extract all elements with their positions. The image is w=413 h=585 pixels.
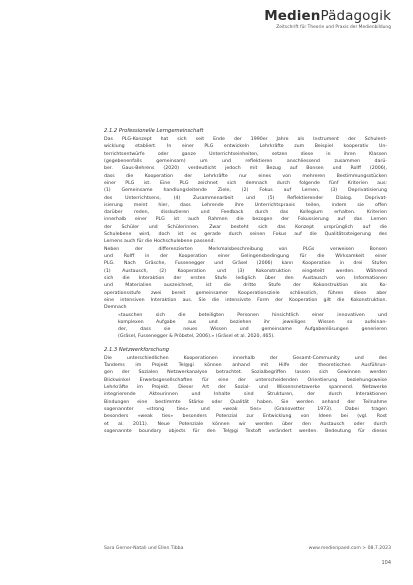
text-line: Neben der differenzierten Merkmalsbeschreibung von PLGs verweisen Bonsen (104, 246, 387, 252)
text-line: des Unterrichtsens, (4) Zusammenarbeit und (5) Reflektierender Dialog. Deprivat- (104, 195, 387, 201)
text-line: (1) Gemeinsame handlungsleitende Ziele, (2) Fokus auf Lernen, (3) Deprivatisierung (104, 188, 387, 194)
section-heading-1: 2.1.2 Professionelle Lerngemeinschaft (104, 128, 204, 134)
text-line: Schulebene wird, doch ist es gerade durch seinen Fokus auf die Qualitätssteigerung des (104, 232, 387, 238)
text-line: eine intensiven Interaktion aus. Sie die intensivste Form der Kooperation gilt die Kokonstruktion. (104, 297, 387, 303)
text-line: darüber reden, disskutieren und Feedback durch das Kollegium erhalten. Kriterien (104, 210, 387, 216)
text-line: integrierende Akteurinnen und Inhalte sind Strukturen, der durch Interaktionen (104, 392, 387, 398)
text-line: Das PLG-Konzept hat sich seit Ende der 1990er Jahre als Instrument der Schulent- (104, 137, 387, 142)
logo-tagline: Zeitschrift für Theorie und Praxis der Medienbildung (276, 25, 391, 30)
logo-wordmark (264, 9, 391, 24)
text-line: sogenannter «strong ties» und «weak ties» (Granovetter 1973). Dabei tragen (104, 406, 387, 412)
text-line: Lehrkräfte im Projekt. Dieser Art der Sozial- und Wissensnetzwerke spannend. Netzwerke (104, 385, 387, 390)
text-line: «tauschen sich die beteiligten Personen hinsichtlich einer innovativen und (118, 312, 387, 318)
text-line: (1) Austausch, (2) Kooperation und (3) Kokonstruktion eingeteilt werden. Während (104, 268, 387, 274)
text-line: sogenannte boundary objects für den Tel@gi Textoft verändert werden. Bedeutung für dieses (104, 428, 387, 434)
text-line: gen der Sozialen Netzwerkanalyse betrachtet. Sozialbegriffen lassen sich Gewinnen werden (104, 370, 387, 376)
text-line: (gegebenenfalls gemeinsam) um und reflektieren anschliessend zusammen darü- (104, 158, 387, 164)
text-line: innerhalb einer PLG ist auch Rahmen die bezogen der Fokussierung auf das Lernen (104, 217, 387, 223)
journal-logo (264, 9, 391, 31)
text-line: Demnach (104, 305, 127, 311)
section-heading-2: 2.1.3 Netzwerkforschung (104, 346, 170, 353)
footer-journal-url: www.medienpaed.com > 08.7.2023 (308, 546, 391, 551)
text-line: terrichtsentwürfe oder ganze Unterrichtseinheiten, setzen diese in ihren Klassen (104, 151, 387, 157)
page-number: 104 (381, 560, 391, 566)
text-line: et al. 2011). Neue Potenziale können wir werden über den Austausch oder durch (104, 421, 387, 427)
text-line: isierung meint hier, dass Lehrende ihre Unterrichtspraxis teilen, indem sie offen (104, 202, 387, 208)
text-line: ber. Gaus-Behrens (2020) verdeutlicht jedoch mit Bezug auf Bonsen und Rolff (2006), (104, 166, 387, 172)
footer-authors: Sara Gerner-Natali und Ellen Tibba (104, 546, 184, 551)
section-2-paragraphs (104, 355, 387, 435)
logo-bold-part: Medien (264, 8, 321, 24)
text-line: Lernens auch für die Hochschulebene passend. (104, 239, 215, 245)
text-line: komplexen Aufgabe aus und beziehen ihr jeweiliges Wissen so aufeinan- (118, 319, 387, 325)
text-line: einer PLG ist. Eine PLG zeichnet sich demnach durch folgende fünf Kriterien aus: (104, 180, 387, 186)
text-line: Blickwinkel Erwerbsgesellschaften für eine der unterscheidenden Orientierung beziehungsweise (104, 377, 387, 383)
text-line: sich die Interaktion der ersten Stufe lediglich über den Austausch von Informationen (104, 275, 387, 281)
logo-regular-part: Pädagogik (320, 8, 391, 24)
section-1-paragraphs (104, 136, 387, 312)
text-line: PLG. Nach Gräsche, Fussenegger und Gräsel (2006) kann Kooperation in drei Stufen (104, 261, 387, 267)
text-line: Die unterschiedlichen Kooperationen innerhalb der Gesamt-Community und des (104, 355, 387, 361)
text-line: besonders «weak ties» besonders Potenzial zur Entwicklung von Ideen bei (vgl. Rost (104, 414, 387, 420)
text-line: wicklung etabliert. In einer PLG entwickeln Lehrkräfte zum Beispiel kooperativ Un- (104, 144, 387, 150)
text-line: und Materialien auszeichnet, ist die dritte Stufe der Kokonstruktion als Ko- (104, 283, 387, 289)
text-line: der Schüler und Schülerinnen. Zwar besteht sich das Konzept ursprünglich auf die (104, 224, 387, 230)
text-line: Bindungen eine bestimmte Stärke oder Qualität haben. Sie werden anhand der Teilnahme (104, 399, 387, 405)
block-quote (104, 312, 387, 341)
text-line: Tandems im Projekt Tel@gi können anhand mit Hilfe der theoretischen Ausführun- (104, 363, 387, 369)
text-line: (Gräsel, Fussenegger & Pröbstel, 2006).» (Gräsel et al. 2020, 465). (118, 334, 275, 340)
text-line: dass die Kooperation der Lehrkräfte nur eines von mehreren Bestimmungsstücken (104, 173, 387, 179)
text-line: und Rolff in der Kooperation einer Gelingensbedingung für die Wirksamkeit einer (104, 254, 387, 259)
body-text (104, 128, 387, 435)
text-line: der, dass sie neues Wissen und gemeinsame Aufgabenlösungen generieren (118, 327, 387, 333)
text-line: operationsstufe zwei bereit gemeinsamer Kooperationsziele schliesslich, führen diese aber (104, 290, 387, 296)
